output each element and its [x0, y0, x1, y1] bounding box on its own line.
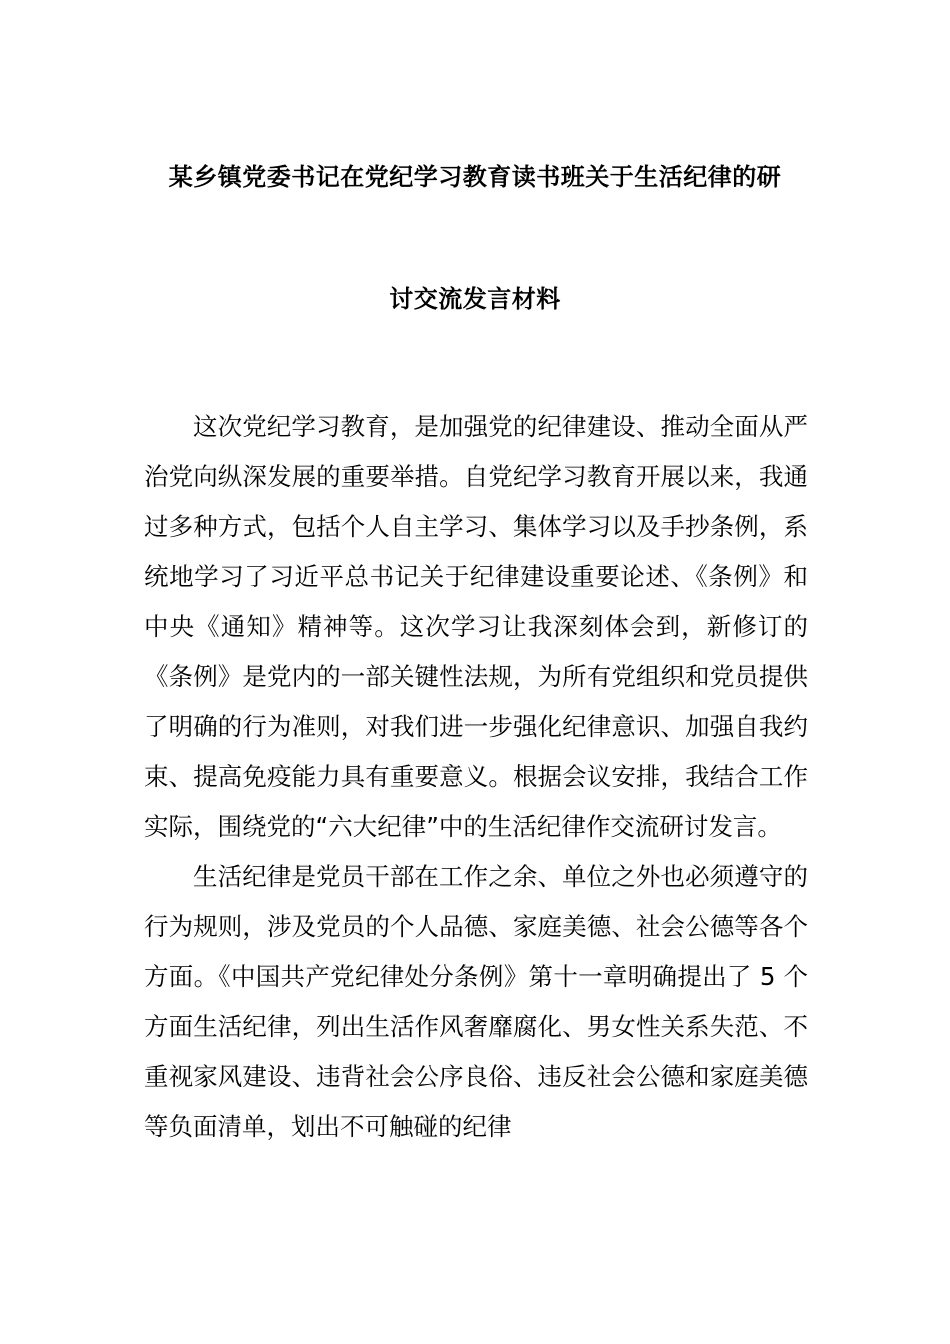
- body-paragraph-1: 这次党纪学习教育，是加强党的纪律建设、推动全面从严治党向纵深发展的重要举措。自党纪学习教育开展以来，我通过多种方式，包括个人自主学习、集体学习以及手抄条例，系统地学习了习近平总书记关于纪律建设重要论述、《条例》和中央《通知》精神等。这次学习让我深刻体会到，新修订的《条例》是党内的一部关键性法规，为所有党组织和党员提供了明确的行为准则，对我们进一步强化纪律意识、加强自我约束、提高免疫能力具有重要意义。根据会议安排，我结合工作实际，围绕党的“六大纪律”中的生活纪律作交流研讨发言。: [144, 412, 808, 841]
- document-title-line-2: 讨交流发言材料: [389, 285, 561, 313]
- document-body: [144, 402, 808, 1152]
- document-title-line-1: 某乡镇党委书记在党纪学习教育读书班关于生活纪律的研: [168, 163, 782, 191]
- body-paragraph-2: 生活纪律是党员干部在工作之余、单位之外也必须遵守的行为规则，涉及党员的个人品德、家庭美德、社会公德等各个方面。《中国共产党纪律处分条例》第十一章明确提出了 5 个方面生活纪律，列出生活作风奢靡腐化、男女性关系失范、不重视家风建设、违背社会公序良俗、违反社会公德和家庭美德等负面清单，划出不可触碰的纪律: [144, 862, 808, 1141]
